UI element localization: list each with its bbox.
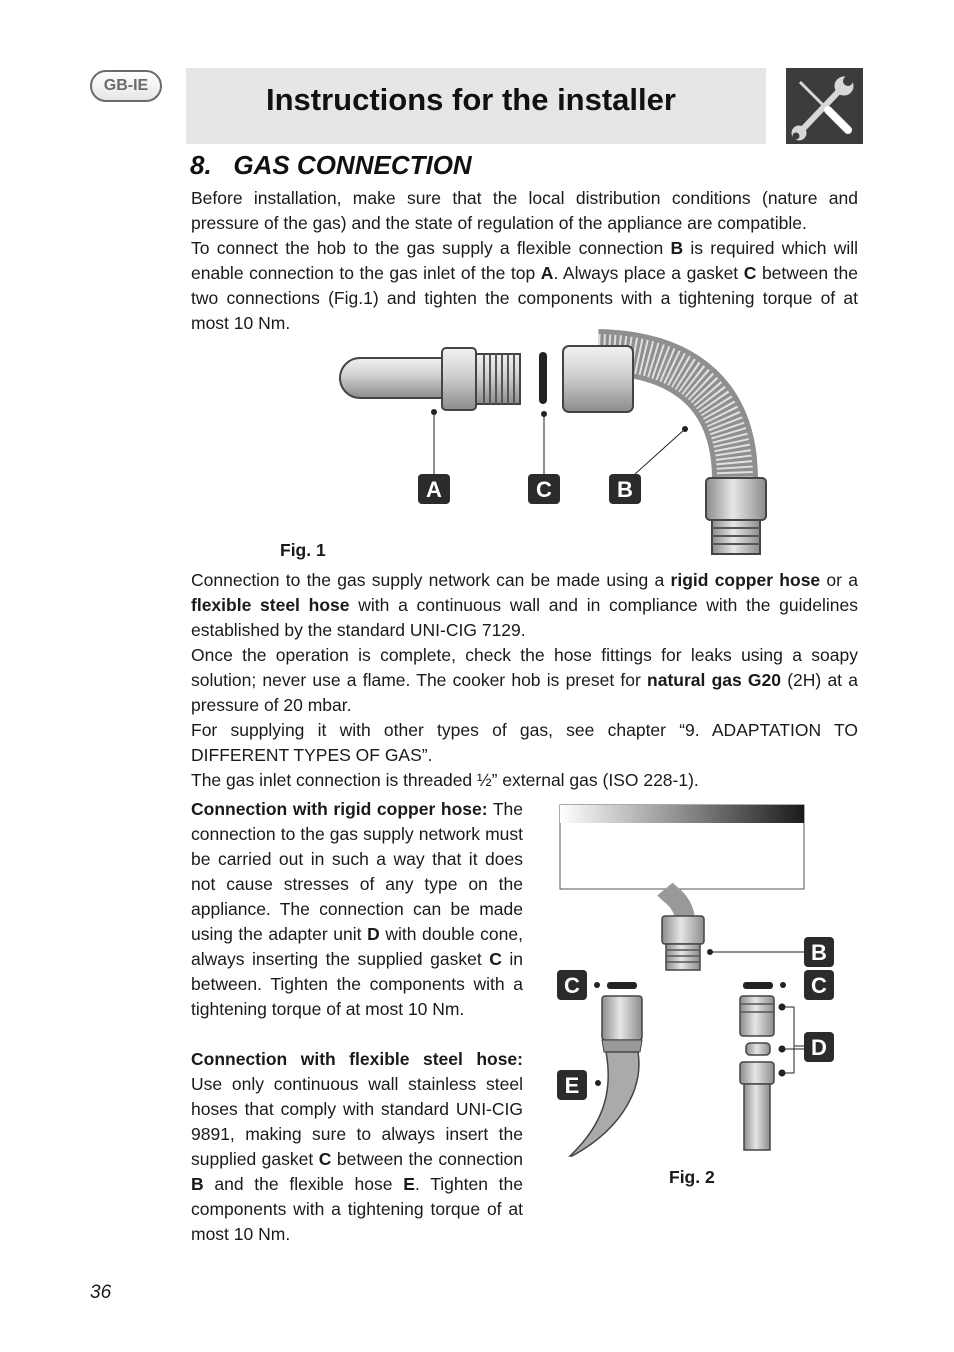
fig2-label-b <box>804 937 834 967</box>
text: To connect the hob to the gas supply a flexible connection <box>191 238 671 258</box>
fig1-label-c-text: C <box>536 477 552 502</box>
flexible-hose-paragraph <box>191 1047 523 1247</box>
language-badge: GB-IE <box>90 70 162 102</box>
text: in between. Tighten the components with a tightening torque of at most 10 Nm. <box>191 949 523 1019</box>
tools-icon <box>786 68 863 144</box>
rigid-hose-paragraph <box>191 797 523 1022</box>
section-title-text: GAS CONNECTION <box>233 150 472 180</box>
fig2-label-e <box>557 1070 587 1100</box>
text: Use only continuous wall stainless steel hoses that comply with standard UNI-CIG 9891, making sure to always insert the supplied gasket <box>191 1074 523 1169</box>
bold-ref: D <box>367 924 380 944</box>
bold-ref: E <box>403 1174 415 1194</box>
text: between the connection <box>331 1149 523 1169</box>
fig2-label-c-right <box>804 970 834 1000</box>
page-number: 36 <box>90 1282 112 1303</box>
fig1-illustration <box>330 340 790 560</box>
bold-term: natural gas G20 <box>647 670 782 690</box>
text: . Always place a gasket <box>553 263 744 283</box>
flexible-hose-heading: Connection with flexible steel hose: <box>191 1049 523 1069</box>
rigid-hose-heading: Connection with rigid copper hose: <box>191 799 488 819</box>
text: . Tighten the components with a tightening torque of at most 10 Nm. <box>191 1174 523 1244</box>
body-paragraph-1 <box>191 568 858 643</box>
text: or a <box>820 570 858 590</box>
text: The connection to the gas supply network must be carried out in such a way that it does not cause stresses of any type on the appliance. The connection can be made using the adapter unit <box>191 799 523 944</box>
fig2-label-d <box>804 1032 834 1062</box>
fig2-label-e-text: E <box>564 1073 580 1098</box>
section-title <box>190 150 472 181</box>
body-paragraph-4: The gas inlet connection is threaded ½” external gas (ISO 228-1). <box>191 770 699 790</box>
text: Once the operation is complete, check the hose fittings for leaks using a soapy solution; never use a flame. The cooker hob is preset for <box>191 645 858 690</box>
bold-ref: C <box>489 949 502 969</box>
bold-ref: C <box>743 263 757 283</box>
text: with double cone, always inserting the supplied gasket <box>191 924 523 969</box>
body-paragraph-2 <box>191 643 858 718</box>
fig2-label-c-right-text: C <box>811 973 827 998</box>
fig1-label-b-text: B <box>617 477 633 502</box>
text: Connection to the gas supply network can be made using a <box>191 570 671 590</box>
fig2-label-c-left-text: C <box>564 973 580 998</box>
page-title: Instructions for the installer <box>266 82 676 117</box>
fig2-caption: Fig. 2 <box>669 1167 715 1187</box>
bold-ref: C <box>318 1149 332 1169</box>
fig2-label-b-text: B <box>811 940 827 965</box>
intro-paragraph-1: Before installation, make sure that the local distribution conditions (nature and pressure of the gas) and the state of regulation of the appliance are compatible. <box>191 188 858 233</box>
fig1-label-b <box>609 474 641 504</box>
bold-ref: B <box>191 1174 204 1194</box>
bold-term: rigid copper hose <box>670 570 821 590</box>
fig1-label-c <box>528 474 560 504</box>
body-paragraph-3: For supplying it with other types of gas, see chapter “9. ADAPTATION TO DIFFERENT TYPES OF GAS”. <box>191 720 858 765</box>
text: between the two connections (Fig.1) and tighten the components with a tightening torque of at most 10 Nm. <box>191 263 858 333</box>
text: with a continuous wall and in compliance with the guidelines established by the standard UNI-CIG 7129. <box>191 595 858 640</box>
text: is required which will enable connection to the gas inlet of the top <box>191 238 859 283</box>
text: (2H) at a pressure of 20 mbar. <box>191 670 858 715</box>
intro-paragraph-2 <box>191 236 858 336</box>
fig2-illustration <box>550 800 840 1160</box>
bold-term: flexible steel hose <box>191 595 350 615</box>
bold-ref: A <box>540 263 554 283</box>
fig1-caption: Fig. 1 <box>280 540 326 560</box>
fig1-label-a-text: A <box>426 477 442 502</box>
fig1-label-a <box>418 474 450 504</box>
section-number: 8. <box>190 150 212 180</box>
fig2-label-c-left <box>557 970 587 1000</box>
fig2-label-d-text: D <box>811 1035 827 1060</box>
bold-ref: B <box>670 238 684 258</box>
text: and the flexible hose <box>203 1174 404 1194</box>
header-bar <box>186 68 766 144</box>
